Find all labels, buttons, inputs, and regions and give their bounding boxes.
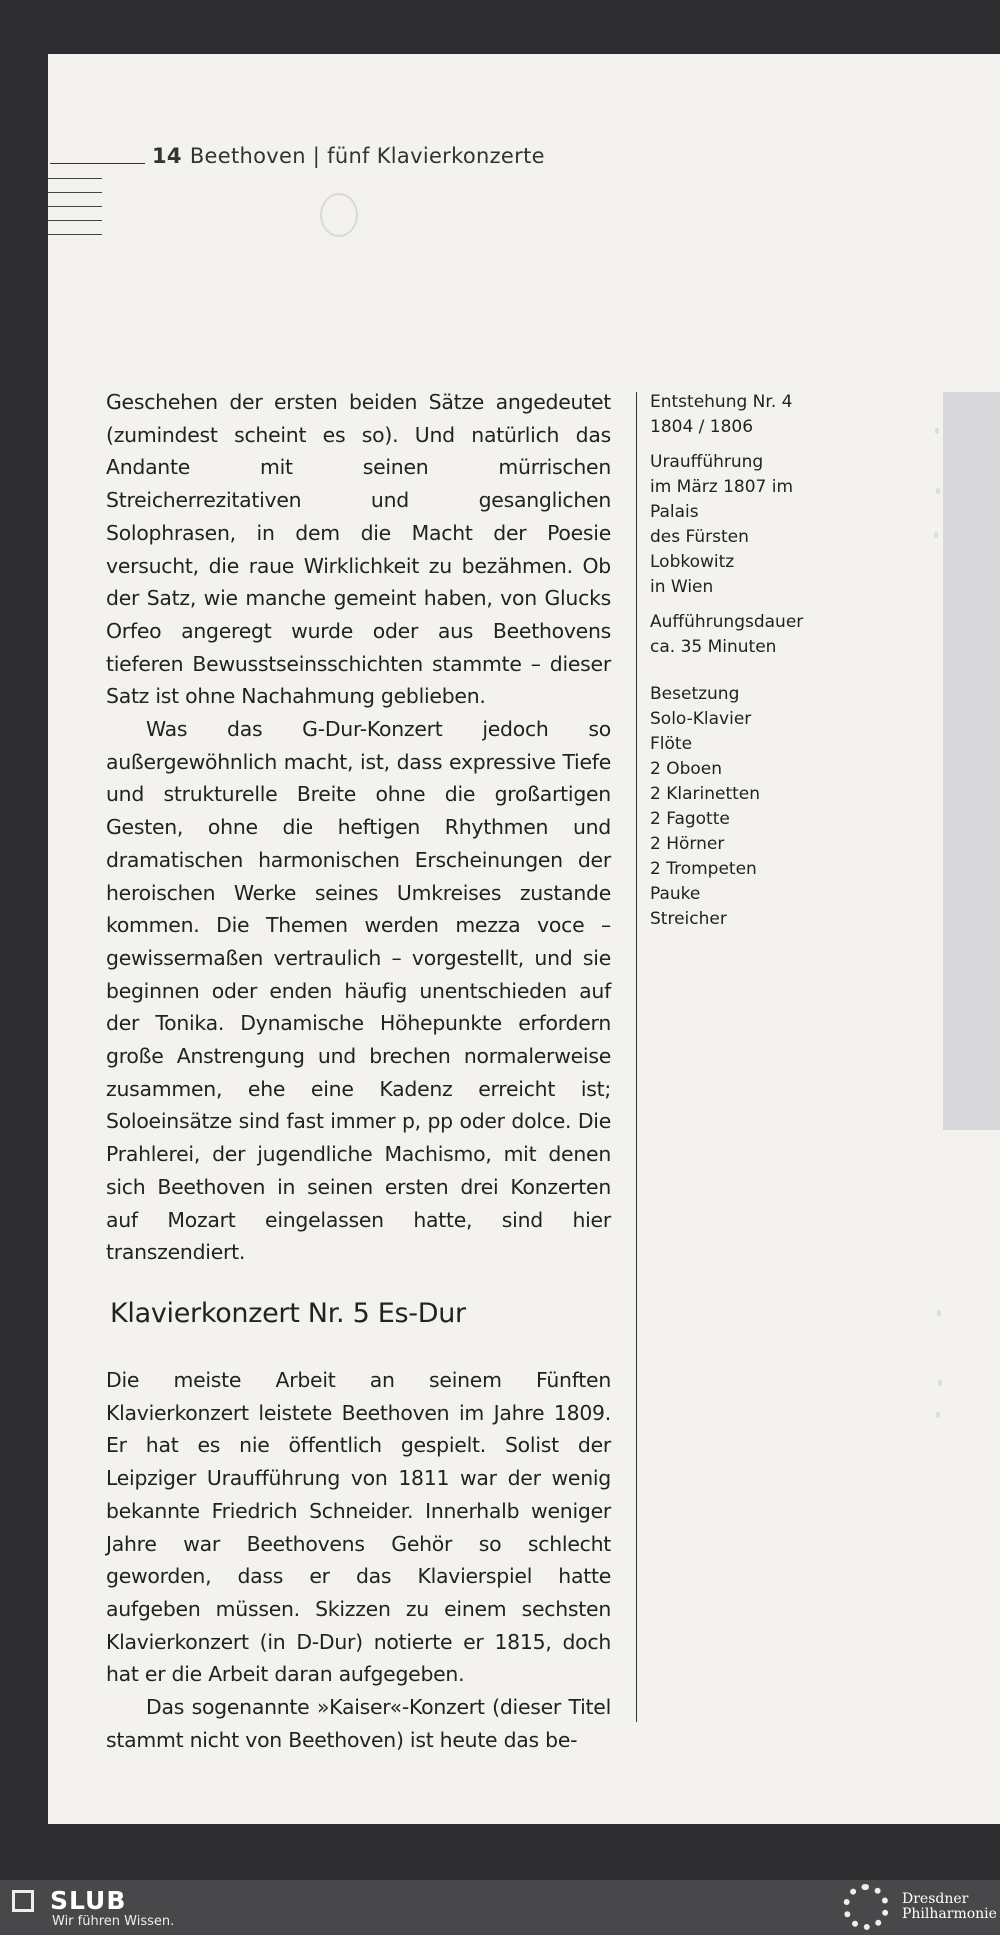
philharmonie-line1: Dresdner xyxy=(902,1891,969,1907)
footer-bar xyxy=(0,1880,1000,1935)
logo-mark-icon xyxy=(320,193,358,237)
besetzung-label: Besetzung xyxy=(650,684,740,704)
urauffuehrung-line: in Wien xyxy=(650,577,714,597)
besetzung-item: 2 Hörner xyxy=(650,834,725,854)
work-info-sidebar xyxy=(650,390,830,942)
urauffuehrung-line: im März 1807 im Palais xyxy=(650,477,794,522)
besetzung-item: Solo-Klavier xyxy=(650,709,752,729)
paragraph: Das sogenannte »Kaiser«-Konzert (dieser Titel stammt nicht von Beethoven) ist heute das be- xyxy=(106,1695,611,1752)
paragraph: Die meiste Arbeit an seinem Fünften Klavierkonzert leistete Beethoven im Jahre 1809. Er hat es nie öffentlich gespielt. Solist der Leipziger Uraufführung von 1811 war der wenig bekannte Friedrich Schneider. Innerhalb weniger Jahre war Beethovens Gehör so schlecht geworden, dass er das Klavierspiel hatte aufgeben müssen. Skizzen zu einem sechsten Klavierkonzert (in D-Dur) notierte er 1815, doch hat er die Arbeit daran aufgegeben. xyxy=(106,1368,611,1687)
besetzung-item: 2 Fagotte xyxy=(650,809,730,829)
header-rule xyxy=(50,163,145,164)
section-heading: Klavierkonzert Nr. 5 Es-Dur xyxy=(110,1298,466,1329)
urauffuehrung-line: des Fürsten Lobkowitz xyxy=(650,527,749,572)
entstehung-value: 1804 / 1806 xyxy=(650,417,754,437)
besetzung-item: Pauke xyxy=(650,884,701,904)
besetzung-item: Flöte xyxy=(650,734,693,754)
show-through-gray-block xyxy=(943,392,1000,1130)
paragraph: Geschehen der ersten beiden Sätze angedeutet (zumindest scheint es so). Und natürlich das Andante mit seinen mürrischen Streicherrezitativen und gesanglichen Solophrasen, in dem die Macht der Poesie versucht, die raue Wirklichkeit zu bezähmen. Ob der Satz, wie manche gemeint haben, von Glucks Orfeo angeregt wurde oder aus Beethovens tieferen Bewusstseinsschichten stammte – dieser Satz ist ohne Nachahmung geblieben. xyxy=(106,390,611,709)
show-through-logo xyxy=(150,193,390,237)
besetzung-item: 2 Klarinetten xyxy=(650,784,761,804)
philharmonie-logo-icon xyxy=(843,1884,889,1930)
besetzung-item: 2 Oboen xyxy=(650,759,723,779)
dauer-value: ca. 35 Minuten xyxy=(650,637,777,657)
dauer-label: Aufführungsdauer xyxy=(650,612,804,632)
main-text-top xyxy=(106,386,611,1269)
slub-brand: SLUB xyxy=(50,1886,127,1915)
philharmonie-line2: Philharmonie xyxy=(902,1906,997,1922)
slub-logo-icon xyxy=(12,1890,34,1912)
slub-tagline: Wir führen Wissen. xyxy=(52,1914,175,1929)
main-text-bottom xyxy=(106,1364,611,1756)
running-head xyxy=(152,144,545,168)
philharmonie-brand xyxy=(902,1892,997,1922)
besetzung-item: 2 Trompeten xyxy=(650,859,757,879)
column-rule xyxy=(636,392,637,1722)
paragraph: Was das G-Dur-Konzert jedoch so außergewöhnlich macht, ist, dass expressive Tiefe und strukturelle Breite ohne die großartigen Gesten, ohne die heftigen Rhythmen und dramatischen harmonischen Erscheinungen der heroischen Werke seines Umkreises zustande kommen. Die Themen werden mezza voce – gewissermaßen vertraulich – vorgestellt, und sie beginnen oder enden häufig unentschieden auf der Tonika. Dynamische Höhepunkte erfordern große Anstrengung und brechen normalerweise zusammen, ehe eine Kadenz erreicht ist; Soloeinsätze sind fast immer p, pp oder dolce. Die Prahlerei, der jugendliche Machismo, mit denen sich Beethoven in seinen ersten drei Konzerten auf Mozart eingelassen hatte, sind hier transzendiert. xyxy=(106,717,611,1265)
page-number: 14 xyxy=(152,144,182,168)
entstehung-label: Entstehung Nr. 4 xyxy=(650,392,793,412)
urauffuehrung-label: Uraufführung xyxy=(650,452,764,472)
besetzung-item: Streicher xyxy=(650,909,727,929)
running-title: Beethoven | fünf Klavierkonzerte xyxy=(189,144,545,168)
